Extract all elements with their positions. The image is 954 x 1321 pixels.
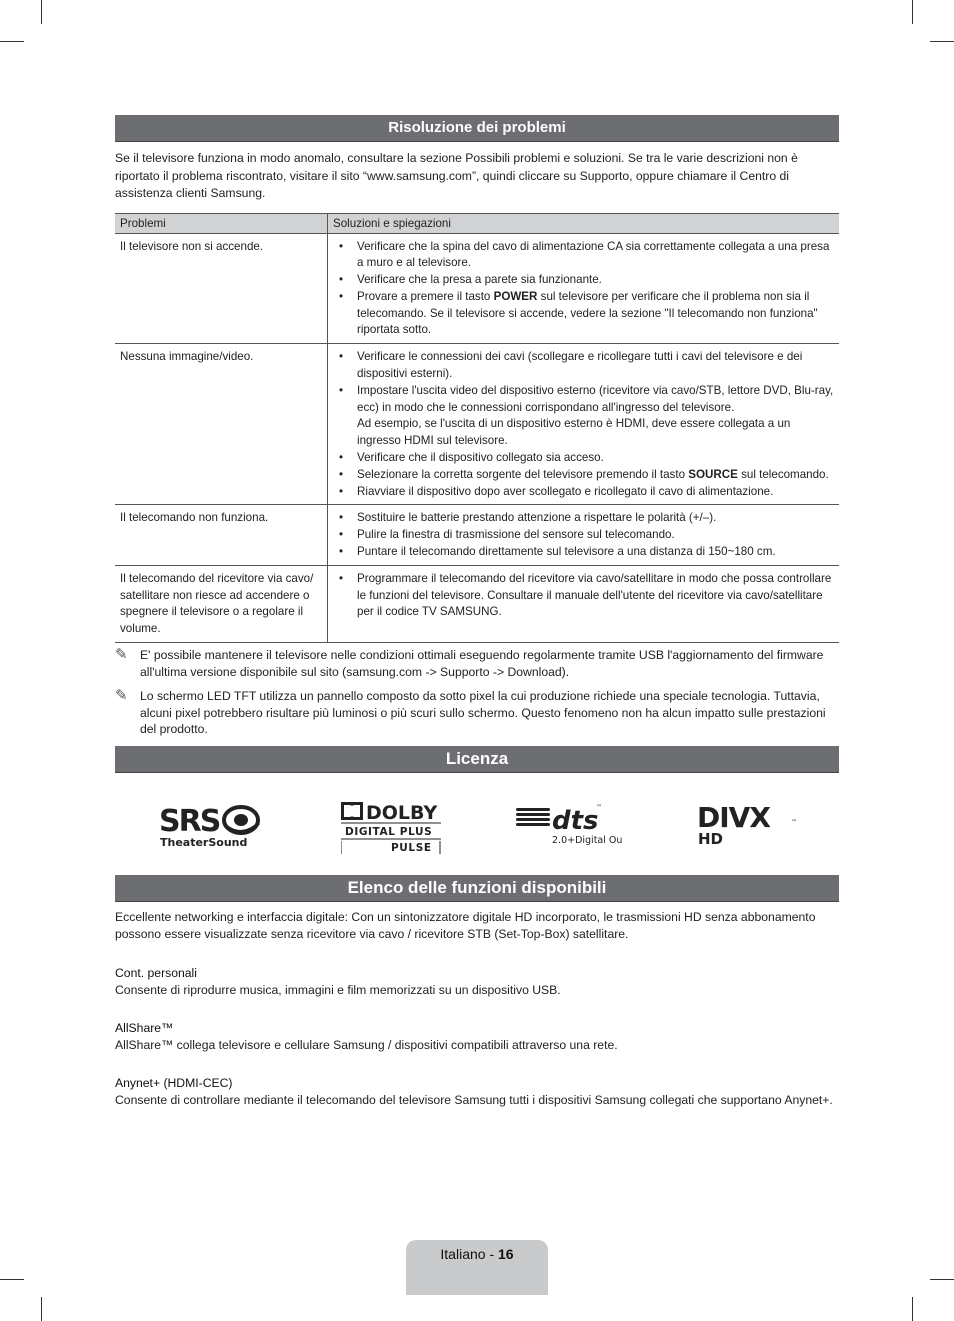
- solution-bullet: • Puntare il telecomando direttamente sul televisore a una distanza di 150~180 cm.: [336, 544, 834, 561]
- note: [115, 688, 839, 738]
- page-number: 16: [498, 1246, 514, 1262]
- srs-logo-text: SRS: [159, 803, 220, 839]
- page-number-badge: [406, 1240, 548, 1295]
- note-text: Lo schermo LED TFT utilizza un pannello composto da sotto pixel la cui produzione richiede una speciale tecnologia. Tuttavia, alcuni pixel potrebbero risultare più luminosi o più scuri sullo schermo. Questo fenomeno non ha alcun impatto sulle prestazioni del prodotto.: [140, 689, 826, 737]
- dolby-logo-line1: DIGITAL PLUS: [345, 825, 433, 838]
- page-content: [115, 115, 839, 1109]
- crop-mark: [930, 1279, 954, 1280]
- solution-bullet: • Verificare che la presa a parete sia funzionante.: [336, 272, 834, 289]
- feature-item: [115, 1020, 839, 1054]
- solution-bullet: [336, 467, 834, 484]
- dolby-logo-line2: PULSE: [391, 841, 432, 854]
- note: [115, 647, 839, 680]
- features-intro: Eccellente networking e interfaccia digitale: Con un sintonizzatore digitale HD incorporato, le trasmissioni HD senza abbonamento possono essere visualizzate senza ricevitore via cavo / ricevitore STB (Set-Top-Box) satellitare.: [115, 909, 816, 941]
- bullet-text: Impostare l'uscita video del dispositivo esterno (ricevitore via cavo/STB, lettore DVD, Blu-ray, ecc) in modo che le connessioni corrispondano all'ingresso del televisore.: [357, 383, 834, 414]
- table-row: [115, 565, 839, 642]
- dolby-digital-plus-logo: [341, 801, 445, 855]
- solution-bullet: • Verificare le connessioni dei cavi (scollegare e ricollegare tutti i cavi del televisore e dei dispositivi esterni).: [336, 349, 834, 383]
- solution-bullet: • Riavviare il dispositivo dopo aver scollegato e ricollegato il cavo di alimentazione.: [336, 484, 834, 501]
- divx-trademark: ™: [791, 818, 797, 826]
- divx-hd-logo: [697, 803, 801, 847]
- divx-logo-text: DIVX: [697, 802, 770, 834]
- troubleshooting-table: [115, 213, 839, 644]
- solution-bullet: • Pulire la finestra di trasmissione del sensore sul telecomando.: [336, 527, 834, 544]
- page-language: Italiano -: [440, 1246, 498, 1262]
- crop-mark: [41, 1297, 42, 1321]
- feature-title: Anynet+ (HDMI-CEC): [115, 1075, 233, 1090]
- crop-mark: [0, 41, 24, 42]
- section-title-license: Licenza: [115, 746, 839, 773]
- solution-bullet: • Programmare il telecomando del ricevitore via cavo/satellitare in modo che possa controllare le funzioni del televisore. Consultare il manuale dell'utente del ricevitore via cavo/satellitare per il codice TV SAMSUNG.: [336, 571, 834, 621]
- solution-cell: [328, 344, 840, 505]
- dts-logo-text: dts: [552, 805, 599, 836]
- crop-mark: [912, 0, 913, 24]
- section-title-features: Elenco delle funzioni disponibili: [115, 875, 839, 902]
- bullet-text: sul televisore per verificare che il problema non sia il telecomando. Se il televisore si accende, vedere la sezione "Il telecomando non funziona" riportata sotto.: [357, 289, 818, 337]
- license-logos: [115, 773, 839, 875]
- column-header-problems: Problemi: [115, 213, 328, 233]
- section-title-troubleshooting: Risoluzione dei problemi: [115, 115, 839, 142]
- table-row: [115, 344, 839, 505]
- feature-text: AllShare™ collega televisore e cellulare Samsung / dispositivi compatibili attraverso una rete.: [115, 1037, 618, 1052]
- problem-cell: Il telecomando del ricevitore via cavo/ satellitare non riesce ad accendere o spegnere il televisore o a regolare il volume.: [115, 565, 328, 642]
- bullet-text: Ad esempio, se l'uscita di un dispositivo esterno è HDMI, deve essere collegata a un ingresso HDMI sul televisore.: [357, 417, 791, 448]
- problem-cell: Nessuna immagine/video.: [115, 344, 328, 505]
- srs-theatersound-logo: [159, 803, 263, 851]
- feature-title: Cont. personali: [115, 965, 197, 980]
- table-row: [115, 505, 839, 565]
- crop-mark: [0, 1279, 24, 1280]
- solution-bullet: • Sostituire le batterie prestando attenzione a rispettare le polarità (+/–).: [336, 510, 834, 527]
- crop-mark: [912, 1297, 913, 1321]
- crop-mark: [930, 41, 954, 42]
- feature-text: Consente di controllare mediante il telecomando del televisore Samsung tutti i dispositivi Samsung collegati che supportano Anynet+.: [115, 1092, 833, 1107]
- feature-text: Consente di riprodurre musica, immagini e film memorizzati su un dispositivo USB.: [115, 982, 561, 997]
- srs-logo-subtext: TheaterSound: [160, 835, 248, 849]
- feature-item: [115, 965, 839, 999]
- dts-trademark: ™: [596, 803, 602, 811]
- problem-cell: Il telecomando non funziona.: [115, 505, 328, 565]
- pencil-note-icon: ✎: [115, 687, 128, 705]
- dts-logo: [516, 803, 622, 849]
- table-header-row: [115, 213, 839, 233]
- key-name: POWER: [493, 289, 538, 303]
- key-name: SOURCE: [688, 467, 738, 481]
- divx-logo-subtext: HD: [698, 829, 724, 847]
- solution-cell: [328, 233, 840, 344]
- bullet-text: sul telecomando.: [737, 467, 829, 481]
- solution-cell: [328, 505, 840, 565]
- bullet-text: Provare a premere il tasto: [357, 289, 494, 303]
- feature-title: AllShare™: [115, 1020, 174, 1035]
- column-header-solutions: Soluzioni e spiegazioni: [328, 213, 840, 233]
- solution-bullet: [336, 383, 834, 450]
- solution-bullet: • Verificare che la spina del cavo di alimentazione CA sia correttamente collegata a una presa a muro e al televisore.: [336, 239, 834, 273]
- feature-item: [115, 1075, 839, 1109]
- dolby-logo-text: DOLBY: [366, 801, 438, 824]
- troubleshooting-intro: Se il televisore funziona in modo anomalo, consultare la sezione Possibili problemi e soluzioni. Se tra le varie descrizioni non è riportato il problema riscontrato, visitare il sito “www.samsung.com”, quindi cliccare su Supporto, oppure chiamare il Centro di assistenza clienti Samsung.: [115, 151, 798, 200]
- solution-bullet: • Verificare che il dispositivo collegato sia acceso.: [336, 450, 834, 467]
- solution-cell: [328, 565, 840, 642]
- bullet-text: Selezionare la corretta sorgente del televisore premendo il tasto: [357, 467, 689, 481]
- table-row: [115, 233, 839, 344]
- note-text: E' possibile mantenere il televisore nelle condizioni ottimali eseguendo regolarmente tramite USB l'aggiornamento del firmware all'ultima versione disponibile sul sito (samsung.com -> Supporto -> Download).: [140, 648, 824, 679]
- dts-logo-subtext: 2.0+Digital Out: [552, 834, 622, 846]
- crop-mark: [41, 0, 42, 24]
- problem-cell: Il televisore non si accende.: [115, 233, 328, 344]
- pencil-note-icon: ✎: [115, 646, 128, 664]
- notes: [115, 647, 839, 738]
- solution-bullet: [336, 289, 834, 339]
